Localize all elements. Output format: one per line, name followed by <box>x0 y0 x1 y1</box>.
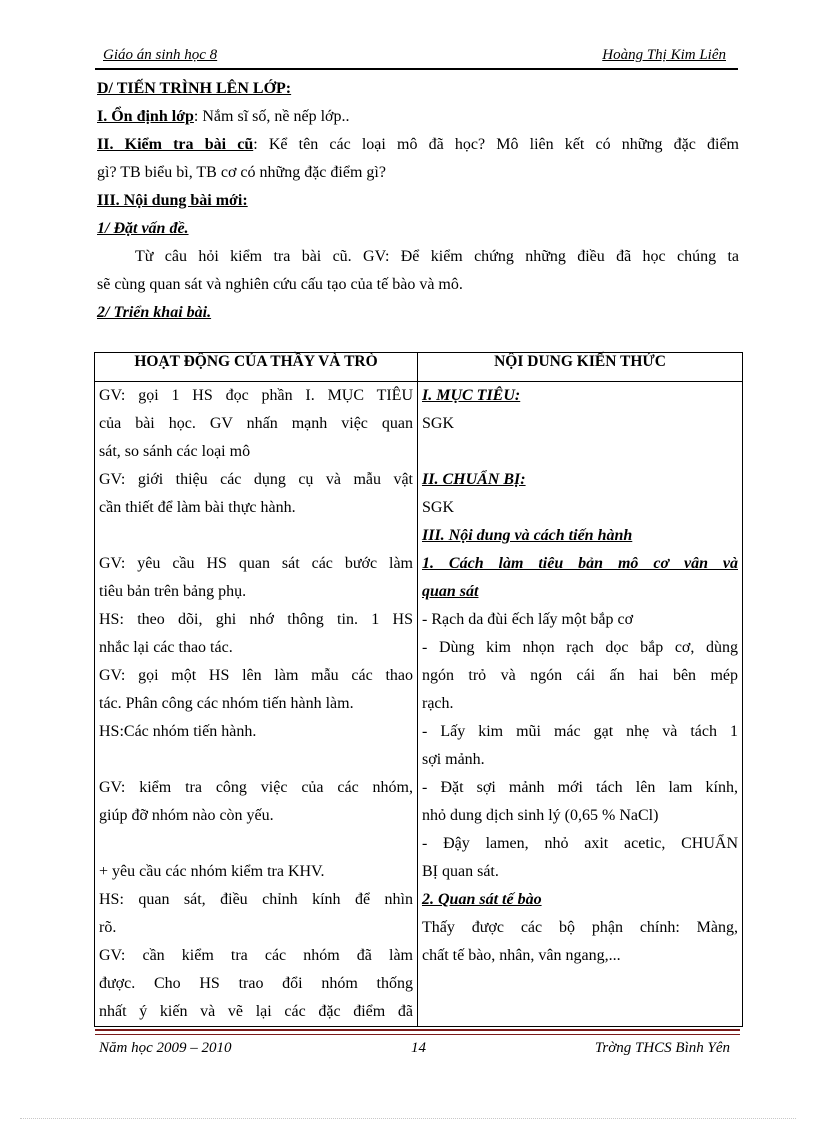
content-heading-cach-lam-2: quan sát <box>422 583 479 600</box>
activity-line: giúp đỡ nhóm nào còn yếu. <box>99 807 274 824</box>
spacer <box>99 746 413 774</box>
paragraph-dat-van-de-2: sẽ cùng quan sát và nghiên cứu cấu tạo của tế bào và mô. <box>97 276 463 293</box>
footer-rule <box>95 1029 740 1031</box>
paragraph-dat-van-de: Từ câu hỏi kiểm tra bài cũ. GV: Để kiểm chứng những điều đã học chúng ta <box>135 248 739 265</box>
content-line: - Dùng kim nhọn rạch dọc bắp cơ, dùng <box>422 639 738 656</box>
activity-line: nhắc lại các thao tác. <box>99 639 233 656</box>
content-line: SGK <box>422 415 455 432</box>
content-line: - Lấy kim mũi mác gạt nhẹ và tách 1 <box>422 723 738 740</box>
table-row <box>95 382 743 1027</box>
page-footer <box>95 1040 738 1062</box>
content-line: BỊ quan sát. <box>422 863 499 880</box>
content-line: SGK <box>422 499 455 516</box>
paragraph-kiem-tra-bai-cu: II. Kiểm tra bài cũ: Kể tên các loại mô đã học? Mô liên kết có những đặc điểm <box>97 136 739 153</box>
activity-line: được. Cho HS trao đổi nhóm thống <box>99 975 413 992</box>
page-header <box>95 44 738 68</box>
content-line: - Rạch da đùi ếch lấy một bắp cơ <box>422 611 634 628</box>
header-rule <box>95 68 738 70</box>
footer-school: Trờng THCS Bình Yên <box>594 1040 730 1056</box>
content-heading-cach-lam: 1. Cách làm tiêu bản mô cơ vân và <box>422 555 738 572</box>
content-heading-quan-sat: 2. Quan sát tế bào <box>422 891 542 908</box>
section-title: D/ TIẾN TRÌNH LÊN LỚP: <box>97 80 292 97</box>
activity-line: + yêu cầu các nhóm kiểm tra KHV. <box>99 863 325 880</box>
footer-rule-thin <box>95 1034 740 1035</box>
activity-line: tiêu bản trên bảng phụ. <box>99 583 247 600</box>
content-line: rạch. <box>422 695 454 712</box>
label-on-dinh-lop: I. Ổn định lớp <box>97 108 194 125</box>
col-header-content: NỘI DUNG KIẾN THỨC <box>418 353 743 382</box>
activities-cell <box>95 382 418 1027</box>
header-subject: Giáo án sinh học 8 <box>103 47 218 63</box>
heading-dat-van-de: 1/ Đặt vấn đề. <box>97 220 189 237</box>
spacer <box>99 522 413 550</box>
activity-line: của bài học. GV nhấn mạnh việc quan <box>99 415 413 432</box>
heading-trien-khai-bai: 2/ Triển khai bài. <box>97 304 212 321</box>
activity-line: GV: kiểm tra công việc của các nhóm, <box>99 779 413 796</box>
spacer <box>422 438 738 466</box>
content-line: sợi mảnh. <box>422 751 485 768</box>
label-kiem-tra: II. Kiểm tra bài cũ <box>97 136 254 153</box>
activity-line: GV: yêu cầu HS quan sát các bước làm <box>99 555 413 572</box>
activity-line: GV: cần kiểm tra các nhóm đã làm <box>99 947 413 964</box>
activity-line: GV: giới thiệu các dụng cụ và mẫu vật <box>99 471 413 488</box>
activity-line: HS:Các nhóm tiến hành. <box>99 723 257 740</box>
activity-line: sát, so sánh các loại mô <box>99 443 251 460</box>
content-heading-muc-tieu: I. MỤC TIÊU: <box>422 387 521 404</box>
content-line: Thấy được các bộ phận chính: Màng, <box>422 919 738 936</box>
footer-school-year: Năm học 2009 – 2010 <box>99 1040 232 1056</box>
content-line: chất tế bào, nhân, vân ngang,... <box>422 947 621 964</box>
lesson-table <box>94 352 743 1027</box>
header-author: Hoàng Thị Kim Liên <box>602 47 726 63</box>
activity-line: HS: quan sát, điều chỉnh kính để nhìn <box>99 891 413 908</box>
paragraph-on-dinh-lop: I. Ổn định lớp: Nắm sĩ số, nề nếp lớp.. <box>97 108 350 125</box>
content-line: - Đặt sợi mảnh mới tách lên lam kính, <box>422 779 738 796</box>
activity-line: nhất ý kiến và vẽ lại các đặc điểm đã <box>99 1003 413 1020</box>
col-header-activities: HOẠT ĐỘNG CỦA THẦY VÀ TRÒ <box>95 353 418 382</box>
activity-line: tác. Phân công các nhóm tiến hành làm. <box>99 695 354 712</box>
paragraph-noi-dung-bai-moi: III. Nội dung bài mới: <box>97 192 248 209</box>
activity-line: GV: gọi 1 HS đọc phần I. MỤC TIÊU <box>99 387 413 404</box>
spacer <box>99 830 413 858</box>
page-number: 14 <box>411 1040 426 1056</box>
table-header-row <box>95 353 743 382</box>
activity-line: GV: gọi một HS lên làm mẫu các thao <box>99 667 413 684</box>
content-line: nhỏ dung dịch sinh lý (0,65 % NaCl) <box>422 807 659 824</box>
activity-line: HS: theo dõi, ghi nhớ thông tin. 1 HS <box>99 611 413 628</box>
paragraph-kiem-tra-bai-cu-2: gì? TB biểu bì, TB cơ có những đặc điểm gì? <box>97 164 386 181</box>
content-line: - Đậy lamen, nhỏ axit acetic, CHUẨN <box>422 835 738 852</box>
activity-line: cần thiết để làm bài thực hành. <box>99 499 296 516</box>
content-line: ngón trỏ và ngón cái ấn hai bên mép <box>422 667 738 684</box>
activity-line: rõ. <box>99 919 117 936</box>
content-heading-noi-dung: III. Nội dung và cách tiến hành <box>422 527 633 544</box>
content-heading-chuan-bi: II. CHUẨN BỊ: <box>422 471 526 488</box>
page-edge-dots <box>20 1118 796 1119</box>
content-cell <box>418 382 743 1027</box>
